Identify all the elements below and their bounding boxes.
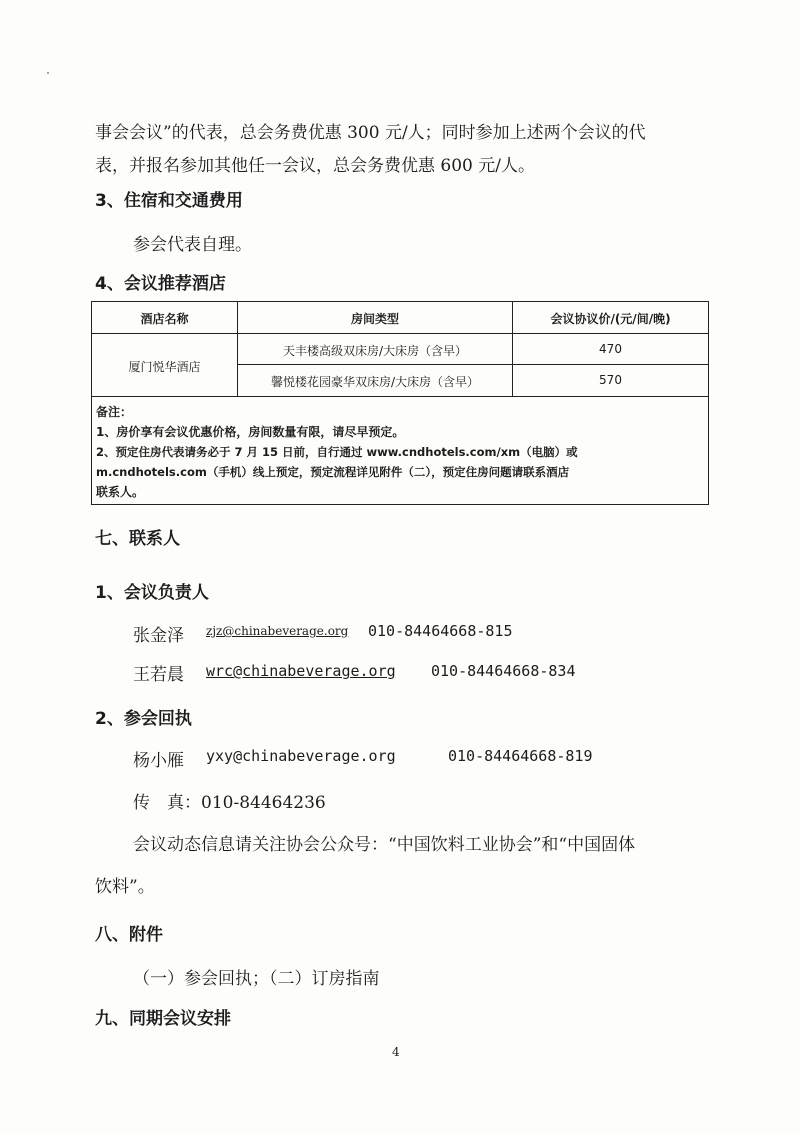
hotel-name-cell: 厦门悦华酒店 bbox=[128, 360, 201, 374]
section-heading: 4、会议推荐酒店 bbox=[95, 274, 226, 294]
fax-line: 传 真：010-84464236 bbox=[133, 793, 326, 813]
paragraph-line: 会议动态信息请关注协会公众号：“中国饮料工业协会”和“中国固体 bbox=[133, 835, 636, 855]
table-header-cell: 房间类型 bbox=[350, 312, 399, 326]
table-notes bbox=[96, 402, 704, 502]
room-type-cell: 馨悦楼花园豪华双床房/大床房（含早） bbox=[270, 375, 480, 389]
section-heading: 八、附件 bbox=[95, 925, 163, 945]
room-type-cell: 天丰楼高级双床房/大床房（含早） bbox=[282, 344, 468, 358]
scan-speck bbox=[47, 72, 49, 74]
section-heading: 九、同期会议安排 bbox=[95, 1009, 231, 1029]
note-line: 联系人。 bbox=[96, 485, 145, 499]
contact-name: 张金泽 bbox=[133, 626, 184, 646]
paragraph-line: 表，并报名参加其他任一会议，总会务费优惠 600 元/人。 bbox=[95, 156, 535, 176]
section-heading: 2、参会回执 bbox=[95, 709, 192, 729]
contact-phone: 010-84464668-834 bbox=[431, 662, 576, 680]
paragraph-line: 事会会议”的代表，总会务费优惠 300 元/人；同时参加上述两个会议的代 bbox=[95, 123, 646, 143]
note-line: 2、预定住房代表请务必于 7 月 15 日前，自行通过 www.cndhotels.com/xm（电脑）或 bbox=[96, 445, 578, 459]
section-heading: 七、联系人 bbox=[95, 529, 180, 549]
contact-name: 王若晨 bbox=[133, 665, 184, 685]
section-heading: 1、会议负责人 bbox=[95, 583, 209, 603]
paragraph-line: 参会代表自理。 bbox=[133, 235, 252, 255]
room-price-cell: 470 bbox=[599, 342, 622, 356]
contact-phone: 010-84464668-819 bbox=[448, 747, 593, 765]
note-line: 1、房价享有会议优惠价格，房间数量有限，请尽早预定。 bbox=[96, 425, 405, 439]
paragraph-line: 饮料”。 bbox=[95, 877, 155, 897]
table-header-cell: 酒店名称 bbox=[140, 312, 189, 326]
room-price-cell: 570 bbox=[599, 373, 622, 387]
contact-phone: 010-84464668-815 bbox=[368, 622, 513, 640]
contact-email: yxy@chinabeverage.org bbox=[206, 747, 396, 765]
section-heading: 3、住宿和交通费用 bbox=[95, 191, 243, 211]
page-number: 4 bbox=[392, 1045, 400, 1059]
note-line: m.cndhotels.com（手机）线上预定，预定流程详见附件（二），预定住房问题请联系酒店 bbox=[96, 465, 570, 479]
contact-email-link[interactable]: wrc@chinabeverage.org bbox=[206, 662, 396, 680]
note-line: 备注： bbox=[96, 405, 133, 419]
paragraph-line: （一）参会回执；（二）订房指南 bbox=[133, 969, 380, 989]
contact-name: 杨小雁 bbox=[133, 751, 184, 771]
hotel-table bbox=[91, 301, 709, 505]
table-header-cell: 会议协议价/(元/间/晚) bbox=[550, 312, 671, 326]
contact-email-link[interactable]: zjz@chinabeverage.org bbox=[206, 624, 349, 638]
